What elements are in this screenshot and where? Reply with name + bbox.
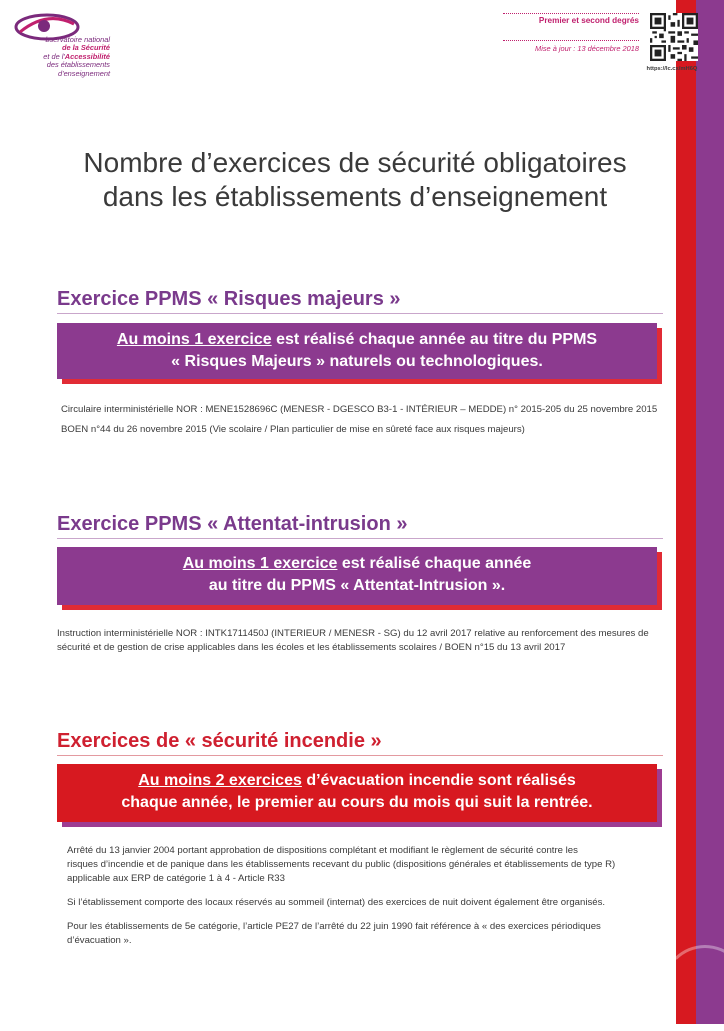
rule-line-1: d’évacuation incendie sont réalisés bbox=[301, 772, 576, 789]
reference-line: applicable aux ERP de catégorie 1 à 4 - Article R33 bbox=[67, 873, 285, 884]
rule-line-2: « Risques Majeurs » naturels ou technologiques. bbox=[171, 353, 543, 370]
qr-code[interactable] bbox=[650, 13, 698, 61]
reference-line: risques d’incendie et de panique dans les établissements recevant du public (dispositions générales et établissements de type R) bbox=[67, 859, 616, 870]
rule-emphasis: Au moins 1 exercice bbox=[116, 331, 272, 348]
rule-emphasis: Au moins 2 exercices bbox=[138, 772, 302, 789]
rule-box-securite-incendie bbox=[57, 764, 657, 822]
logo-text bbox=[10, 36, 110, 78]
rule-line-2: au titre du PPMS « Attentat-Intrusion ». bbox=[208, 577, 506, 594]
section-heading-securite-incendie: Exercices de « sécurité incendie » bbox=[57, 729, 663, 756]
education-level: Premier et second degrés bbox=[503, 13, 639, 25]
page-title bbox=[40, 146, 670, 214]
reference-line: sécurité et de gestion de crise applicables dans les écoles et les établissements scolaires / BOEN n°15 du 13 avril 2017 bbox=[57, 642, 566, 653]
rule-line-1: est réalisé chaque année bbox=[337, 555, 532, 572]
title-line-2: dans les établissements d’enseignement bbox=[102, 181, 608, 212]
reference-line: Instruction interministérielle NOR : INTK1711450J (INTERIEUR / MENESR - SG) du 12 avril 2017 relative au renforcement des mesures de bbox=[57, 628, 649, 639]
qr-url-link[interactable]: https://lc.cx/mH6Q bbox=[646, 66, 698, 72]
reference-risques-majeurs bbox=[61, 403, 671, 437]
reference-securite-incendie bbox=[67, 844, 672, 948]
decorative-arc bbox=[662, 945, 724, 1031]
reference-line: BOEN n°44 du 26 novembre 2015 (Vie scolaire / Plan particulier de mise en sûreté face aux risques majeurs) bbox=[61, 424, 525, 435]
rule-box-attentat-intrusion bbox=[57, 547, 657, 605]
side-band-purple bbox=[696, 0, 724, 1024]
side-band-red bbox=[676, 0, 696, 1024]
onsa-logo bbox=[10, 12, 120, 78]
rule-line-1: est réalisé chaque année au titre du PPMS bbox=[271, 331, 598, 348]
logo-line-4: des établissements d'enseignement bbox=[46, 60, 110, 78]
reference-line: Circulaire interministérielle NOR : MENE1528696C (MENESR - DGESCO B3-1 - INTÉRIEUR – MEDDE) n° 2015-205 du 25 novembre 2015 bbox=[61, 404, 658, 415]
rule-box-risques-majeurs bbox=[57, 323, 657, 379]
logo-line-2: de la Sécurité bbox=[61, 43, 110, 53]
logo-line-3a: et de l' bbox=[43, 51, 65, 61]
section-heading-risques-majeurs: Exercice PPMS « Risques majeurs » bbox=[57, 287, 663, 314]
update-date: Mise à jour : 13 décembre 2018 bbox=[503, 40, 639, 53]
erp-5e-note-line: d’évacuation ». bbox=[67, 935, 132, 946]
qr-code-icon bbox=[650, 13, 698, 61]
rule-line-2: chaque année, le premier au cours du mois qui suit la rentrée. bbox=[121, 794, 593, 811]
logo-line-1: bservatoire national bbox=[45, 35, 110, 44]
logo-line-3b: Accessibilité bbox=[64, 51, 110, 61]
rule-emphasis: Au moins 1 exercice bbox=[182, 555, 338, 572]
erp-5e-note-line: Pour les établissements de 5e catégorie, l’article PE27 de l’arrêté du 22 juin 1990 fait référence à « des exercices périodiques bbox=[67, 921, 601, 932]
reference-line: Arrêté du 13 janvier 2004 portant approbation de dispositions complétant et modifiant le règlement de sécurité contre les bbox=[67, 845, 578, 856]
section-heading-attentat-intrusion: Exercice PPMS « Attentat-intrusion » bbox=[57, 512, 663, 539]
reference-attentat-intrusion bbox=[57, 627, 675, 655]
title-line-1: Nombre d’exercices de sécurité obligatoires bbox=[83, 147, 627, 178]
internat-note: Si l’établissement comporte des locaux réservés au sommeil (internat) des exercices de nuit doivent également être organisés. bbox=[67, 897, 606, 908]
